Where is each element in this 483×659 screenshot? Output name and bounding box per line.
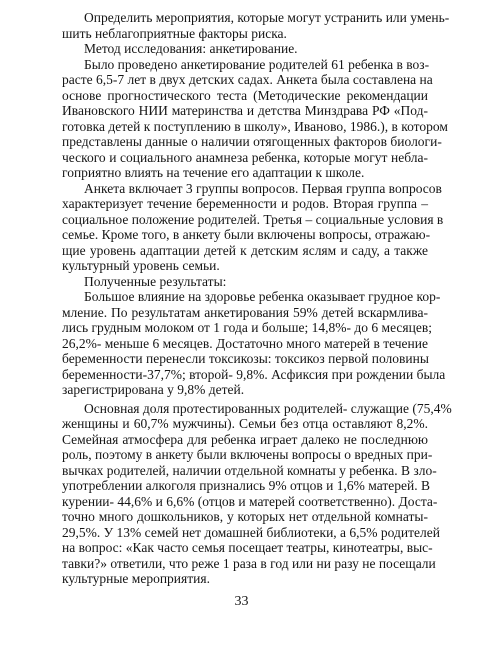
text-line: беременности-37,7%; второй- 9,8%. Асфиксия при рождении была	[62, 366, 446, 382]
text-line: Большое влияние на здоровье ребенка оказывает грудное кор-	[84, 289, 441, 304]
text-line: мление. По результатам анкетирования 59% детей вскармлива-	[62, 304, 428, 320]
text-line: гоприятно влиять на течение его адаптации к школе.	[62, 165, 365, 180]
text-line: основе прогностического теста (Методические рекомендации	[62, 87, 428, 103]
text-line: семье. Кроме того, в анкету были включены вопросы, отражаю-	[62, 227, 431, 242]
text-line: Полученные результаты:	[84, 273, 227, 289]
text-line: представлены данные о наличии отягощенных факторов биологи-	[62, 134, 442, 149]
text-line: 29,5%. У 13% семей нет домашней библиотеки, а 6,5% родителей	[62, 524, 440, 540]
paragraph	[62, 10, 450, 41]
text-line: употреблении алкоголя признались 9% отцов и 1,6% матерей. В	[62, 478, 430, 493]
text-line: Основная доля протестированных родителей- служащие (75,4%	[84, 400, 452, 416]
text-line: характеризует течение беременности и родов. Вторая группа –	[62, 196, 428, 211]
page-number: 33	[234, 594, 249, 609]
text-line: вычках родителей, наличии отдельной комнаты у ребенка. В зло-	[62, 462, 437, 478]
text-line: тавки?» ответили, что реже 1 раза в год или ни разу не посещали	[62, 555, 436, 571]
text-line: роль, поэтому в анкету были включены вопросы о вредных при-	[62, 447, 433, 462]
text-line: Метод исследования: анкетирование.	[84, 41, 298, 56]
text-line: 26,2%- меньше 6 месяцев. Достаточно много матерей в течение	[62, 335, 428, 351]
text-line: точно много дошкольников, у которых нет отдельной комнаты-	[62, 509, 428, 524]
text-line: беременности перенесли токсикозы: токсикоз первой половины	[62, 351, 429, 366]
text-line: щие уровень адаптации детей к детским яслям и саду, а также	[62, 242, 428, 258]
text-line: Семейная атмосфера для ребенка играет далеко не последнюю	[62, 431, 428, 447]
paragraph	[62, 400, 452, 587]
text-line: социальное положение родителей. Третья – социальные условия в	[62, 211, 444, 227]
text-line: ческого и социального анамнеза ребенка, которые могут небла-	[62, 149, 428, 165]
text-line: Было проведено анкетирование родителей 61 ребенка в воз-	[84, 56, 430, 72]
text-line: Анкета включает 3 группы вопросов. Первая группа вопросов	[84, 180, 442, 196]
text-line: зарегистрирована у 9,8% детей.	[62, 382, 245, 397]
text-line: Ивановского НИИ материнства и детства Минздрава РФ «Под-	[62, 103, 428, 118]
text-line: культурный уровень семьи.	[62, 258, 220, 273]
text-line: расте 6,5-7 лет в двух детских садах. Анкета была составлена на	[62, 72, 433, 87]
paragraph	[62, 41, 428, 57]
paragraph	[62, 180, 444, 274]
text-line: культурные мероприятия.	[62, 571, 210, 586]
text-line: Определить мероприятия, которые могут устранить или умень-	[84, 10, 450, 25]
text-line: готовка детей к поступлению в школу», Иваново, 1986.), в котором	[62, 118, 448, 134]
text-line: на вопрос: «Как часто семья посещает театры, кинотеатры, выс-	[62, 540, 433, 555]
text-line: шить неблагоприятные факторы риска.	[62, 25, 287, 41]
body-text	[62, 10, 452, 587]
paragraph	[62, 289, 446, 398]
text-line: женщины и 60,7% мужчины). Семьи без отца оставляют 8,2%.	[62, 416, 428, 431]
paragraph	[62, 56, 448, 181]
text-line: курении- 44,6% и 6,6% (отцов и матерей соответственно). Доста-	[62, 493, 438, 509]
text-line: лись грудным молоком от 1 года и больше; 14,8%- до 6 месяцев;	[62, 320, 432, 335]
paragraph	[62, 274, 428, 290]
